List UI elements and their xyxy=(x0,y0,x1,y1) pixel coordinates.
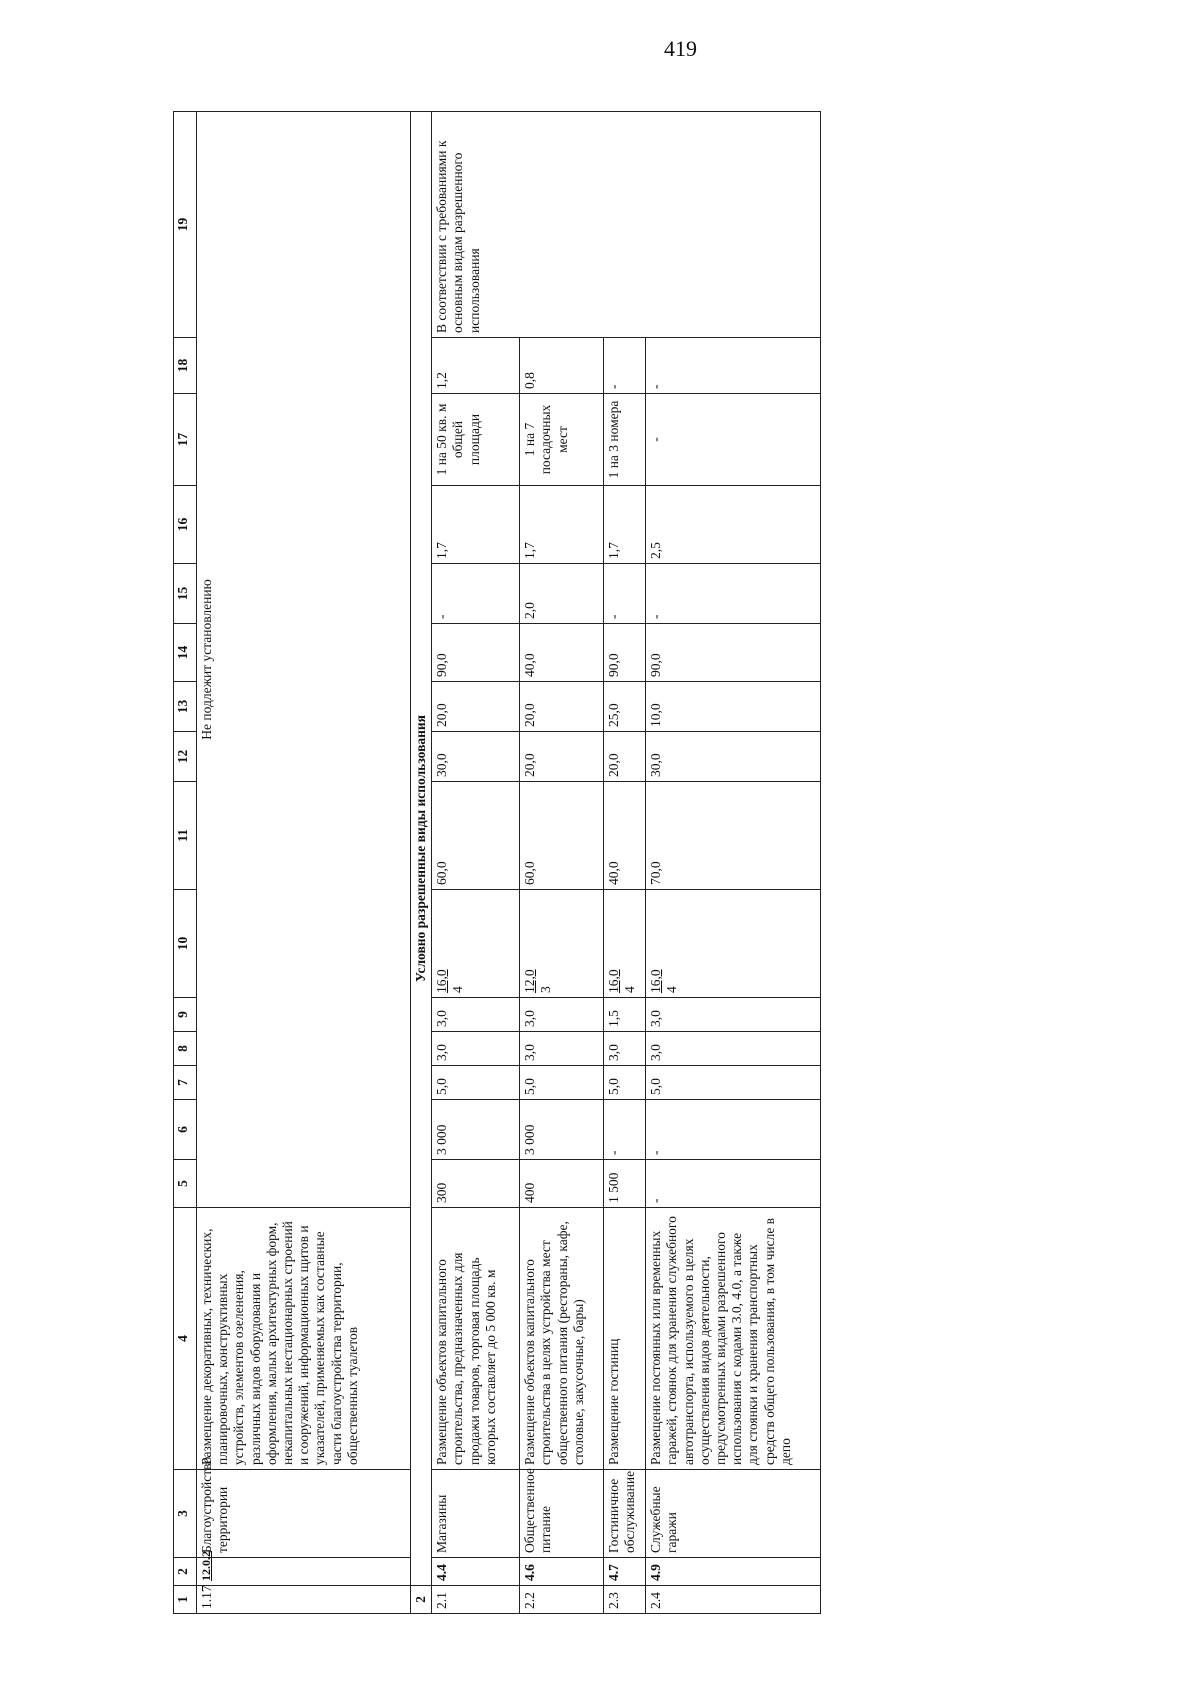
height-value: 16,0 xyxy=(606,969,622,993)
value-cell: 1,5 xyxy=(604,998,646,1032)
value-cell: 60,0 xyxy=(520,782,604,890)
value-cell: 20,0 xyxy=(520,682,604,732)
value-cell: - xyxy=(604,338,646,394)
table-row xyxy=(432,112,520,1614)
value-cell: 300 xyxy=(432,1160,520,1208)
floors-value: 4 xyxy=(622,986,638,993)
header-cell: 2 xyxy=(174,1558,197,1586)
value-cell: - xyxy=(604,1100,646,1160)
height-floors-cell xyxy=(646,890,821,998)
header-cell: 12 xyxy=(174,732,197,782)
description-cell: Размещение декоративных, технических, планировочных, конструктивных устройств, элементов озеленения, различных видов оборудования и оформления, малых архитектурных форм, некапитальных нестационарных строений и сооружений, информационных щитов и указателей, применяемых как составные части благоустройства территории, общественных туалетов xyxy=(197,1208,411,1470)
parking-cell: 1 на 7 посадочных мест xyxy=(520,394,604,486)
value-cell: 2,5 xyxy=(646,486,821,564)
description-cell: Размещение объектов капитального строительства, предназначенных для продажи товаров, торговая площадь которых составляет до 5 000 кв. м xyxy=(432,1208,520,1470)
value-cell: 60,0 xyxy=(432,782,520,890)
value-cell: 3 000 xyxy=(520,1100,604,1160)
parking-cell: 1 на 50 кв. м общей площади xyxy=(432,394,520,486)
code-cell: 4.7 xyxy=(604,1558,646,1586)
parking-cell: - xyxy=(646,394,821,486)
value-cell: - xyxy=(646,338,821,394)
value-cell: - xyxy=(646,1100,821,1160)
value-cell: 1,2 xyxy=(432,338,520,394)
value-cell: 1,7 xyxy=(432,486,520,564)
header-cell: 7 xyxy=(174,1066,197,1100)
floors-value: 4 xyxy=(664,986,680,993)
floors-value: 3 xyxy=(538,986,554,993)
header-cell: 11 xyxy=(174,782,197,890)
header-row xyxy=(174,112,197,1614)
value-cell: 20,0 xyxy=(604,732,646,782)
table-row xyxy=(520,112,604,1614)
value-cell: 70,0 xyxy=(646,782,821,890)
zoning-parameters-table xyxy=(173,111,821,1614)
use-type-cell: Благоустройство территории xyxy=(197,1470,411,1558)
header-cell: 17 xyxy=(174,394,197,486)
value-cell: 3,0 xyxy=(432,998,520,1032)
value-cell: 5,0 xyxy=(432,1066,520,1100)
height-floors-cell xyxy=(432,890,520,998)
requirements-cell: В соответствии с требованиями к основным видам разрешенного использования xyxy=(432,112,821,338)
code-cell: 4.6 xyxy=(520,1558,604,1586)
header-cell: 15 xyxy=(174,564,197,624)
not-applicable-cell: Не подлежит установлению xyxy=(197,112,411,1208)
value-cell: - xyxy=(604,564,646,624)
header-cell: 1 xyxy=(174,1586,197,1614)
value-cell: 5,0 xyxy=(604,1066,646,1100)
use-type-cell: Магазины xyxy=(432,1470,520,1558)
value-cell: 90,0 xyxy=(432,624,520,682)
row-number: 2.4 xyxy=(646,1586,821,1614)
value-cell: 30,0 xyxy=(646,732,821,782)
row-number: 2.3 xyxy=(604,1586,646,1614)
header-cell: 4 xyxy=(174,1208,197,1470)
value-cell: 5,0 xyxy=(646,1066,821,1100)
row-number: 2.2 xyxy=(520,1586,604,1614)
height-value: 12,0 xyxy=(522,969,538,993)
value-cell: 20,0 xyxy=(520,732,604,782)
section-number: 2 xyxy=(411,1586,432,1614)
value-cell: 25,0 xyxy=(604,682,646,732)
code-cell: 4.4 xyxy=(432,1558,520,1586)
page-number: 419 xyxy=(664,36,697,61)
parking-cell: 1 на 3 номера xyxy=(604,394,646,486)
use-type-cell: Общественное питание xyxy=(520,1470,604,1558)
rotated-table-container xyxy=(173,114,903,1614)
value-cell: - xyxy=(432,564,520,624)
section-row xyxy=(411,112,432,1614)
height-value: 16,0 xyxy=(434,969,450,993)
header-cell: 5 xyxy=(174,1160,197,1208)
header-cell: 19 xyxy=(174,112,197,338)
value-cell: 1,7 xyxy=(520,486,604,564)
height-floors-cell xyxy=(604,890,646,998)
header-cell: 9 xyxy=(174,998,197,1032)
code-cell: 12.0.2 xyxy=(197,1558,411,1586)
value-cell: 10,0 xyxy=(646,682,821,732)
value-cell: 3,0 xyxy=(520,1032,604,1066)
section-title: Условно разрешенные виды использования xyxy=(411,112,432,1586)
height-value: 16,0 xyxy=(648,969,664,993)
header-cell: 3 xyxy=(174,1470,197,1558)
header-cell: 16 xyxy=(174,486,197,564)
value-cell: 3,0 xyxy=(646,1032,821,1066)
value-cell: 2,0 xyxy=(520,564,604,624)
value-cell: 20,0 xyxy=(432,682,520,732)
value-cell: 3,0 xyxy=(432,1032,520,1066)
table-row xyxy=(646,112,821,1614)
value-cell: 40,0 xyxy=(520,624,604,682)
table-row xyxy=(604,112,646,1614)
value-cell: 3,0 xyxy=(604,1032,646,1066)
value-cell: 90,0 xyxy=(646,624,821,682)
header-cell: 8 xyxy=(174,1032,197,1066)
value-cell: - xyxy=(646,564,821,624)
height-floors-cell xyxy=(520,890,604,998)
use-type-cell: Служебные гаражи xyxy=(646,1470,821,1558)
header-cell: 18 xyxy=(174,338,197,394)
value-cell: 3,0 xyxy=(520,998,604,1032)
description-cell: Размещение объектов капитального строительства в целях устройства мест общественного питания (рестораны, кафе, столовые, закусочные, бары) xyxy=(520,1208,604,1470)
row-number: 1.17 xyxy=(197,1586,411,1614)
value-cell: 90,0 xyxy=(604,624,646,682)
value-cell: 1,7 xyxy=(604,486,646,564)
row-number: 2.1 xyxy=(432,1586,520,1614)
header-cell: 13 xyxy=(174,682,197,732)
floors-value: 4 xyxy=(450,986,466,993)
value-cell: 0,8 xyxy=(520,338,604,394)
value-cell: 1 500 xyxy=(604,1160,646,1208)
value-cell: 3,0 xyxy=(646,998,821,1032)
value-cell: 5,0 xyxy=(520,1066,604,1100)
value-cell: 40,0 xyxy=(604,782,646,890)
use-type-cell: Гостиничное обслуживание xyxy=(604,1470,646,1558)
value-cell: 3 000 xyxy=(432,1100,520,1160)
code-cell: 4.9 xyxy=(646,1558,821,1586)
header-cell: 10 xyxy=(174,890,197,998)
value-cell: 30,0 xyxy=(432,732,520,782)
description-cell: Размещение гостиниц xyxy=(604,1208,646,1470)
value-cell: - xyxy=(646,1160,821,1208)
table-row xyxy=(197,112,411,1614)
header-cell: 6 xyxy=(174,1100,197,1160)
header-cell: 14 xyxy=(174,624,197,682)
value-cell: 400 xyxy=(520,1160,604,1208)
description-cell: Размещение постоянных или временных гаражей, стоянок для хранения служебного автотранспорта, используемого в целях осуществления видов деятельности, предусмотренных видами разрешенного использования с кодами 3.0, 4.0, а также для стоянки и хранения транспортных средств общего пользования, в том числе в депо xyxy=(646,1208,821,1470)
